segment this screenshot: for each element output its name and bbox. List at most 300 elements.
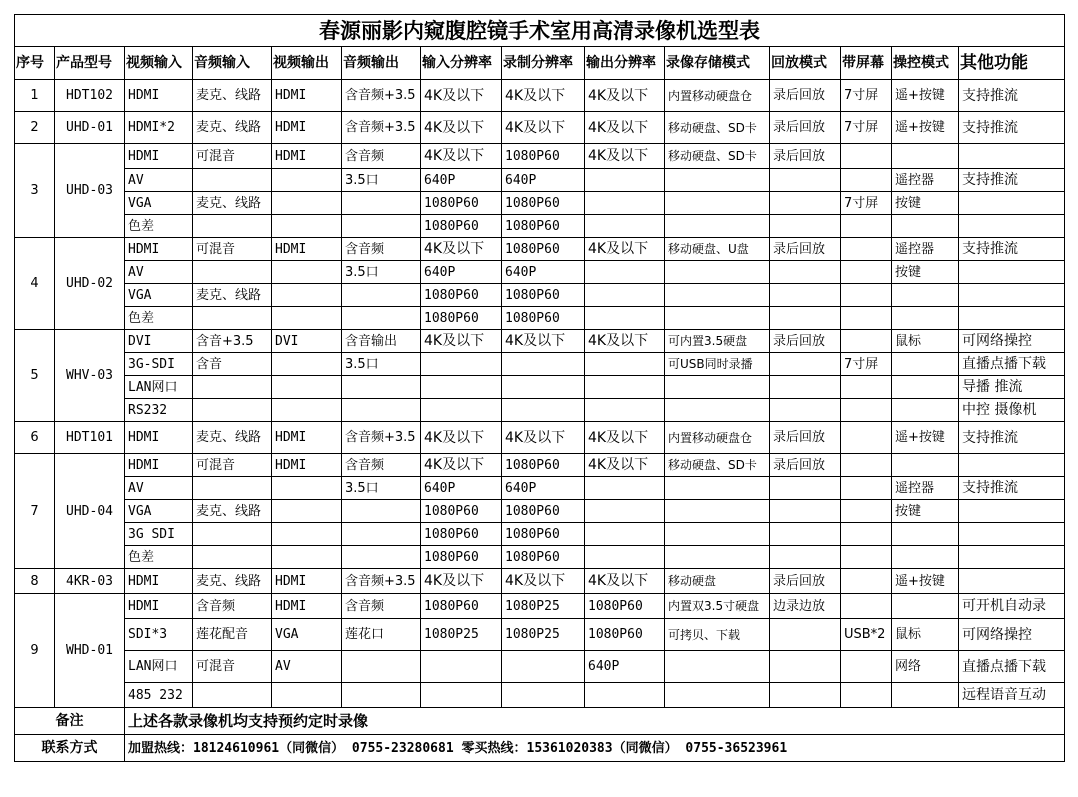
table-cell: 麦克、线路	[193, 192, 272, 215]
model-selection-sheet	[14, 14, 1064, 762]
product-model: 4KR-03	[55, 569, 125, 594]
table-cell	[502, 651, 585, 683]
table-cell	[342, 376, 421, 399]
column-header: 其他功能	[959, 47, 1065, 80]
table-cell: 含音输出	[342, 330, 421, 353]
table-cell: 可USB同时录播	[665, 353, 770, 376]
table-cell: 移动硬盘、SD卡	[665, 112, 770, 144]
table-cell: 麦克、线路	[193, 80, 272, 112]
table-cell: HDMI	[272, 80, 342, 112]
table-cell: 含音	[193, 353, 272, 376]
table-cell: 支持推流	[959, 422, 1065, 454]
table-cell: AV	[125, 477, 193, 500]
table-cell: SDI*3	[125, 619, 193, 651]
table-cell: 遥控器	[892, 238, 959, 261]
table-cell	[841, 376, 892, 399]
table-cell	[502, 376, 585, 399]
table-cell: 3.5口	[342, 477, 421, 500]
table-cell	[272, 500, 342, 523]
table-cell	[770, 192, 841, 215]
table-cell: 3G-SDI	[125, 353, 193, 376]
table-cell: 4K及以下	[502, 422, 585, 454]
product-model: UHD-04	[55, 454, 125, 569]
table-cell: HDMI	[125, 454, 193, 477]
table-cell	[585, 307, 665, 330]
table-cell	[665, 683, 770, 708]
table-cell	[665, 192, 770, 215]
table-cell	[272, 215, 342, 238]
table-cell	[665, 261, 770, 284]
table-cell: VGA	[125, 192, 193, 215]
table-cell	[272, 284, 342, 307]
table-cell	[193, 546, 272, 569]
table-cell: 内置移动硬盘仓	[665, 80, 770, 112]
column-header: 音频输出	[342, 47, 421, 80]
product-model: HDT101	[55, 422, 125, 454]
table-row	[15, 307, 1065, 330]
table-row	[15, 330, 1065, 353]
table-row	[15, 523, 1065, 546]
table-cell	[665, 500, 770, 523]
table-cell: 4K及以下	[502, 80, 585, 112]
table-cell: 可拷贝、下载	[665, 619, 770, 651]
table-cell: 4K及以下	[502, 112, 585, 144]
table-cell: 录后回放	[770, 454, 841, 477]
table-cell: 含音频+3.5	[342, 422, 421, 454]
table-cell: RS232	[125, 399, 193, 422]
contact-row	[15, 735, 1065, 762]
table-cell: 录后回放	[770, 422, 841, 454]
table-cell: 移动硬盘、SD卡	[665, 144, 770, 169]
table-cell	[272, 523, 342, 546]
table-cell	[421, 651, 502, 683]
table-cell	[770, 683, 841, 708]
table-cell: 遥控器	[892, 169, 959, 192]
table-cell: DVI	[272, 330, 342, 353]
table-cell: 1080P60	[502, 307, 585, 330]
table-cell	[892, 353, 959, 376]
table-cell	[585, 261, 665, 284]
table-cell: 1080P60	[502, 284, 585, 307]
table-cell: VGA	[125, 500, 193, 523]
table-cell: 移动硬盘、U盘	[665, 238, 770, 261]
table-cell: 1080P60	[502, 546, 585, 569]
table-cell: 可混音	[193, 144, 272, 169]
table-cell: HDMI	[272, 454, 342, 477]
table-cell	[959, 523, 1065, 546]
row-number: 5	[15, 330, 55, 422]
product-model: HDT102	[55, 80, 125, 112]
table-cell: 4K及以下	[585, 80, 665, 112]
table-cell	[665, 376, 770, 399]
table-cell: 含音频	[342, 454, 421, 477]
table-cell	[841, 594, 892, 619]
table-cell	[421, 353, 502, 376]
table-cell	[193, 376, 272, 399]
table-cell	[665, 169, 770, 192]
table-cell: 遥+按键	[892, 422, 959, 454]
table-cell	[585, 683, 665, 708]
table-row	[15, 215, 1065, 238]
table-row	[15, 376, 1065, 399]
table-cell	[665, 399, 770, 422]
table-cell: VGA	[272, 619, 342, 651]
table-cell	[892, 284, 959, 307]
table-cell: 遥+按键	[892, 112, 959, 144]
table-cell: 7寸屏	[841, 112, 892, 144]
table-cell: 4K及以下	[421, 238, 502, 261]
table-cell	[585, 169, 665, 192]
table-cell	[272, 353, 342, 376]
table-cell: 1080P60	[502, 192, 585, 215]
table-cell: 可混音	[193, 454, 272, 477]
table-cell	[770, 261, 841, 284]
note-row	[15, 708, 1065, 735]
table-cell	[892, 454, 959, 477]
table-cell	[342, 651, 421, 683]
table-cell: 3G SDI	[125, 523, 193, 546]
table-cell: HDMI	[125, 144, 193, 169]
table-cell	[892, 594, 959, 619]
table-cell	[841, 546, 892, 569]
table-cell	[502, 353, 585, 376]
table-cell	[892, 376, 959, 399]
table-row	[15, 569, 1065, 594]
table-cell: DVI	[125, 330, 193, 353]
table-cell: 3.5口	[342, 261, 421, 284]
table-cell: 含音频+3.5	[342, 569, 421, 594]
table-cell	[841, 651, 892, 683]
table-cell	[342, 307, 421, 330]
row-number: 7	[15, 454, 55, 569]
table-cell	[959, 215, 1065, 238]
table-cell: 中控 摄像机	[959, 399, 1065, 422]
table-cell: 1080P60	[502, 523, 585, 546]
table-cell: 640P	[502, 477, 585, 500]
table-cell	[585, 500, 665, 523]
table-cell: 4K及以下	[502, 330, 585, 353]
table-cell: USB*2	[841, 619, 892, 651]
table-cell	[272, 683, 342, 708]
title-row	[15, 15, 1065, 47]
row-number: 3	[15, 144, 55, 238]
table-row	[15, 594, 1065, 619]
table-cell	[841, 261, 892, 284]
table-cell	[585, 192, 665, 215]
table-cell	[959, 261, 1065, 284]
table-cell: AV	[272, 651, 342, 683]
table-cell: 4K及以下	[585, 422, 665, 454]
table-cell: 4K及以下	[421, 144, 502, 169]
column-header: 视频输出	[272, 47, 342, 80]
table-cell: VGA	[125, 284, 193, 307]
table-row	[15, 169, 1065, 192]
note-label: 备注	[15, 708, 125, 735]
table-cell: 640P	[502, 169, 585, 192]
row-number: 9	[15, 594, 55, 708]
table-cell	[665, 546, 770, 569]
table-cell: 1080P60	[502, 144, 585, 169]
table-cell: 3.5口	[342, 169, 421, 192]
product-model: UHD-03	[55, 144, 125, 238]
table-row	[15, 80, 1065, 112]
table-cell	[770, 523, 841, 546]
table-cell	[585, 477, 665, 500]
column-header: 录像存储模式	[665, 47, 770, 80]
table-cell: 直播点播下载	[959, 651, 1065, 683]
table-cell: 含音频+3.5	[342, 112, 421, 144]
table-cell	[770, 619, 841, 651]
table-cell: 1080P25	[502, 594, 585, 619]
table-cell: 4K及以下	[421, 112, 502, 144]
table-cell	[770, 169, 841, 192]
table-cell: 可开机自动录	[959, 594, 1065, 619]
table-cell: 内置移动硬盘仓	[665, 422, 770, 454]
column-header: 序号	[15, 47, 55, 80]
table-cell: 可内置3.5硬盘	[665, 330, 770, 353]
table-cell	[272, 192, 342, 215]
table-row	[15, 500, 1065, 523]
table-cell	[959, 569, 1065, 594]
table-cell	[841, 399, 892, 422]
table-row	[15, 284, 1065, 307]
table-cell: 7寸屏	[841, 192, 892, 215]
table-cell: HDMI	[272, 144, 342, 169]
table-cell	[272, 477, 342, 500]
table-cell: HDMI*2	[125, 112, 193, 144]
table-cell	[342, 192, 421, 215]
table-cell: HDMI	[272, 112, 342, 144]
table-row	[15, 192, 1065, 215]
table-cell: 1080P60	[502, 215, 585, 238]
table-cell: HDMI	[272, 422, 342, 454]
table-cell	[959, 454, 1065, 477]
table-cell	[841, 330, 892, 353]
table-cell	[770, 477, 841, 500]
table-cell: 麦克、线路	[193, 569, 272, 594]
table-cell: 1080P60	[421, 192, 502, 215]
table-cell: HDMI	[125, 594, 193, 619]
column-header: 音频输入	[193, 47, 272, 80]
table-cell: 色差	[125, 307, 193, 330]
table-cell	[841, 144, 892, 169]
row-number: 6	[15, 422, 55, 454]
table-cell	[665, 284, 770, 307]
table-cell: 含音频	[342, 144, 421, 169]
table-row	[15, 546, 1065, 569]
table-cell: 4K及以下	[585, 569, 665, 594]
table-cell	[342, 500, 421, 523]
table-cell	[665, 523, 770, 546]
table-cell	[193, 523, 272, 546]
product-model: WHD-01	[55, 594, 125, 708]
table-cell: 1080P60	[421, 307, 502, 330]
table-cell: 导播 推流	[959, 376, 1065, 399]
table-cell: 1080P60	[585, 594, 665, 619]
table-cell	[193, 215, 272, 238]
table-cell	[770, 284, 841, 307]
table-cell: 4K及以下	[421, 422, 502, 454]
table-cell: 1080P60	[421, 523, 502, 546]
table-cell	[665, 307, 770, 330]
table-cell: 支持推流	[959, 477, 1065, 500]
table-cell: AV	[125, 169, 193, 192]
table-cell: 4K及以下	[421, 454, 502, 477]
table-cell: 1080P60	[502, 238, 585, 261]
table-cell	[342, 683, 421, 708]
table-row	[15, 683, 1065, 708]
column-header: 带屏幕	[841, 47, 892, 80]
table-cell: LAN网口	[125, 651, 193, 683]
table-cell: HDMI	[272, 238, 342, 261]
table-cell: 远程语音互动	[959, 683, 1065, 708]
table-cell: HDMI	[125, 238, 193, 261]
table-cell: 含音频	[342, 238, 421, 261]
sheet-title: 春源丽影内窥腹腔镜手术室用高清录像机选型表	[15, 15, 1065, 47]
table-cell: 可网络操控	[959, 330, 1065, 353]
table-cell: 边录边放	[770, 594, 841, 619]
table-cell: AV	[125, 261, 193, 284]
table-cell	[841, 683, 892, 708]
table-cell	[959, 307, 1065, 330]
table-cell: 遥控器	[892, 477, 959, 500]
table-cell	[272, 261, 342, 284]
table-cell	[770, 399, 841, 422]
table-cell	[770, 376, 841, 399]
column-header: 录制分辨率	[502, 47, 585, 80]
table-cell: 640P	[421, 477, 502, 500]
table-cell: 4K及以下	[421, 330, 502, 353]
row-number: 8	[15, 569, 55, 594]
table-row	[15, 144, 1065, 169]
model-selection-table	[14, 14, 1065, 762]
table-row	[15, 454, 1065, 477]
table-cell	[841, 307, 892, 330]
table-cell: 可混音	[193, 238, 272, 261]
table-cell: LAN网口	[125, 376, 193, 399]
table-cell: 莲花配音	[193, 619, 272, 651]
table-cell	[585, 376, 665, 399]
table-cell	[770, 500, 841, 523]
table-cell: 4K及以下	[585, 144, 665, 169]
table-cell	[770, 215, 841, 238]
table-cell	[421, 683, 502, 708]
row-number: 4	[15, 238, 55, 330]
table-cell: 按键	[892, 500, 959, 523]
table-cell	[770, 353, 841, 376]
table-cell: HDMI	[272, 569, 342, 594]
table-cell: 1080P60	[421, 500, 502, 523]
table-cell: 支持推流	[959, 238, 1065, 261]
table-row	[15, 353, 1065, 376]
table-cell	[892, 399, 959, 422]
column-header: 输入分辨率	[421, 47, 502, 80]
table-cell	[272, 546, 342, 569]
table-row	[15, 238, 1065, 261]
table-cell	[841, 454, 892, 477]
table-cell	[959, 500, 1065, 523]
table-cell	[342, 523, 421, 546]
table-cell: 录后回放	[770, 112, 841, 144]
table-cell: 支持推流	[959, 80, 1065, 112]
table-cell: 640P	[585, 651, 665, 683]
table-cell	[665, 651, 770, 683]
table-cell: 色差	[125, 546, 193, 569]
table-cell	[272, 376, 342, 399]
product-model: UHD-01	[55, 112, 125, 144]
table-cell	[841, 569, 892, 594]
column-header: 操控模式	[892, 47, 959, 80]
table-row	[15, 399, 1065, 422]
table-cell	[342, 284, 421, 307]
table-cell: 4K及以下	[585, 238, 665, 261]
table-cell: 1080P25	[502, 619, 585, 651]
table-cell: 4K及以下	[585, 454, 665, 477]
table-cell: 鼠标	[892, 330, 959, 353]
note-text: 上述各款录像机均支持预约定时录像	[125, 708, 1065, 735]
table-cell	[585, 523, 665, 546]
table-cell: 含音频	[193, 594, 272, 619]
table-cell: 色差	[125, 215, 193, 238]
table-cell	[585, 399, 665, 422]
table-cell	[959, 546, 1065, 569]
table-cell	[841, 284, 892, 307]
table-cell	[959, 192, 1065, 215]
table-cell: 麦克、线路	[193, 422, 272, 454]
table-cell	[665, 477, 770, 500]
table-row	[15, 477, 1065, 500]
table-cell	[892, 144, 959, 169]
table-row	[15, 422, 1065, 454]
table-cell: 直播点播下载	[959, 353, 1065, 376]
table-cell: HDMI	[272, 594, 342, 619]
table-cell	[770, 307, 841, 330]
table-row	[15, 619, 1065, 651]
table-cell	[585, 215, 665, 238]
table-cell	[193, 399, 272, 422]
table-cell	[841, 238, 892, 261]
table-cell	[665, 215, 770, 238]
table-cell	[272, 307, 342, 330]
table-cell: 7寸屏	[841, 80, 892, 112]
table-cell	[892, 307, 959, 330]
table-cell: 4K及以下	[502, 569, 585, 594]
table-cell: 支持推流	[959, 169, 1065, 192]
table-cell	[342, 215, 421, 238]
product-model: WHV-03	[55, 330, 125, 422]
table-cell	[841, 523, 892, 546]
table-cell: 按键	[892, 192, 959, 215]
table-cell	[342, 399, 421, 422]
table-cell: 遥+按键	[892, 569, 959, 594]
table-cell: 1080P60	[421, 546, 502, 569]
table-cell: 1080P60	[585, 619, 665, 651]
header-row	[15, 47, 1065, 80]
table-cell	[193, 477, 272, 500]
table-cell: HDMI	[125, 80, 193, 112]
table-cell: 莲花口	[342, 619, 421, 651]
table-cell: 录后回放	[770, 80, 841, 112]
row-number: 2	[15, 112, 55, 144]
table-cell	[421, 376, 502, 399]
table-cell	[841, 500, 892, 523]
table-cell: 麦克、线路	[193, 500, 272, 523]
table-cell	[421, 399, 502, 422]
table-cell: 含音+3.5	[193, 330, 272, 353]
table-cell	[841, 477, 892, 500]
table-cell: 1080P25	[421, 619, 502, 651]
table-cell	[193, 169, 272, 192]
